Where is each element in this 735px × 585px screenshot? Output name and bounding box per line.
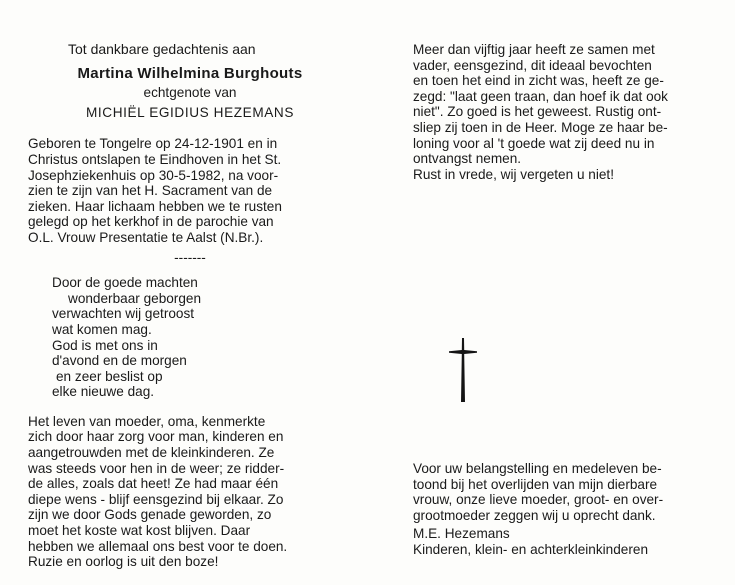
separator: ------- <box>174 249 206 265</box>
life-line: zijn we door Gods genade geworden, zo <box>28 507 272 523</box>
dedication-heading: Tot dankbare gedachtenis aan <box>68 41 256 57</box>
bio-line: Geboren te Tongelre op 24-12-1901 en in <box>28 136 278 152</box>
closing-line: sliep zij toen in de Heer. Moge ze haar be- <box>413 119 668 135</box>
farewell-line: Rust in vrede, wij vergeten u niet! <box>413 166 614 182</box>
poem-line: d'avond en de morgen <box>52 353 187 369</box>
closing-text <box>413 42 711 167</box>
signature: M.E. Hezemans <box>413 526 510 542</box>
bio-line: gelegd op het kerkhof in de parochie van <box>28 214 274 230</box>
thanks-line: vrouw, onze lieve moeder, groot- en over- <box>413 492 664 508</box>
closing-line: Meer dan vijftig jaar heeft ze samen met <box>413 42 655 57</box>
bio-line: Josephziekenhuis op 30-5-1982, na voor- <box>28 167 279 183</box>
bio-line: zieken. Haar lichaam hebben we te rusten <box>28 198 282 214</box>
life-line: moet het koste wat kost blijven. Daar <box>28 523 251 539</box>
poem-line: verwachten wij getroost <box>52 306 195 322</box>
life-line: was steeds voor hen in de weer; ze ridder- <box>28 460 285 476</box>
poem-line: en zeer beslist op <box>56 368 163 384</box>
spouse-name: MICHIËL EGIDIUS HEZEMANS <box>85 104 294 120</box>
closing-line: vader, eensgezind, dit ideaal bevochten <box>413 57 652 73</box>
biography <box>28 136 352 245</box>
thanks-line: toond bij het overlijden van mijn dierbare <box>413 476 658 492</box>
closing-line: en toen het eind in zicht was, heeft ze ge- <box>413 73 664 89</box>
life-line: Ruzie en oorlog is uit den boze! <box>28 554 219 570</box>
right-column <box>413 42 711 182</box>
bio-line: zien te zijn van het H. Sacrament van de <box>28 183 273 199</box>
life-line: aangetrouwden met de kleinkinderen. Ze <box>28 445 275 461</box>
deceased-name: Martina Wilhelmina Burghouts <box>77 64 303 82</box>
left-column <box>28 42 352 570</box>
thanks-line: grootmoeder zeggen wij u oprecht dank. <box>413 507 656 523</box>
closing-line: niet". Zo goed is het geweest. Rustig ont- <box>413 104 662 120</box>
poem-line: God is met ons in <box>52 337 158 353</box>
closing-line: ontvangst nemen. <box>413 151 522 167</box>
bio-line: Christus ontslapen te Eindhoven in het St. <box>28 151 282 167</box>
life-line: hebben we allemaal ons best voor te doen. <box>28 538 288 554</box>
family-line: Kinderen, klein- en achterkleinkinderen <box>413 541 649 557</box>
life-line: zich door haar zorg voor man, kinderen en <box>28 429 284 445</box>
life-story <box>28 414 352 570</box>
poem <box>28 275 352 400</box>
closing-line: loning voor al 't goede wat zij deed nu in <box>413 135 655 151</box>
life-line: de alles, zoals dat heet! Ze had maar één <box>28 476 279 492</box>
closing-line: zegd: "laat geen traan, dan hoef ik dat ook <box>413 88 668 104</box>
bio-line: O.L. Vrouw Presentatie te Aalst (N.Br.). <box>28 229 264 245</box>
acknowledgement <box>413 461 713 558</box>
life-line: Het leven van moeder, oma, kenmerkte <box>28 413 266 429</box>
poem-line: wat komen mag. <box>52 321 152 337</box>
poem-line: elke nieuwe dag. <box>52 384 155 400</box>
poem-line: Door de goede machten <box>52 275 198 291</box>
thanks-line: Voor uw belangstelling en medeleven be- <box>413 461 662 476</box>
life-line: diepe wens - blijf eensgezind bij elkaar. Zo <box>28 491 284 507</box>
poem-line: wonderbaar geborgen <box>68 290 202 306</box>
spouse-label: echtgenote van <box>143 85 237 101</box>
cross-icon <box>443 336 483 404</box>
